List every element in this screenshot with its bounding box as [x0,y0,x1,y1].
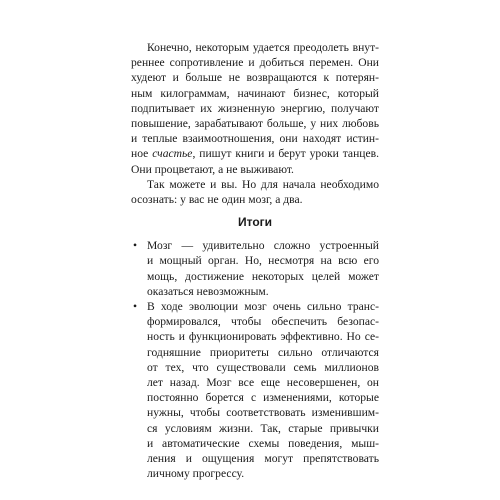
section-heading-wrap [131,211,379,233]
text-line: формировался, чтобы обеспечить безопас- [147,315,379,329]
text-line: В ходе эволюции мозг очень сильно транс- [147,300,379,314]
paragraph-intro [131,40,379,177]
text-line: нужны, чтобы соответствовать изменившим- [147,406,379,420]
text-line: ным килограммам, начинают бизнес, который [131,86,379,100]
text-line: ся условиям жизни. Так, старые привычки [147,421,379,435]
text-line: постоянно борется с изменениями, которые [147,391,379,405]
text-line: Они процветают, а не выживают. [131,162,294,176]
book-page [131,40,379,481]
text-line: Мозг — удивительно сложно устроенный [147,239,379,253]
text-line: лет назад. Мозг все еще несовершенен, он [147,376,379,390]
bullet-icon: • [133,300,138,314]
text-line: личному прогрессу. [147,467,245,481]
text-line: реннее сопротивление и добиться перемен. Они [131,56,379,70]
text-line: и мощный орган. Но, несмотря на всю его [147,254,379,268]
bullet-item [131,238,379,299]
bullet-item [131,299,379,481]
text-line: подпитывает их жизненную энергию, получают [131,101,379,115]
text-line: мощь, достижение некоторых целей может [147,269,379,283]
text-line [131,146,379,161]
paragraph-conclusion [131,177,379,207]
text-line: ность и функционировать эффективно. Но се- [147,330,379,344]
text-line: Так можете и вы. Но для начала необходимо [147,177,379,191]
text-line: оказаться невозможным. [147,284,269,298]
text-line: ления и ощущения могут препятствовать [147,452,379,466]
text-line: Конечно, некоторым удается преодолеть внут- [147,41,379,54]
text-fragment: , пишут книги и берут уроки танцев. [192,147,380,161]
bullet-icon: • [133,239,138,253]
text-line: годняшние приоритеты сильно отличаются [147,345,379,359]
text-line: худеют и больше не возвращаются к потерян- [131,71,379,85]
text-fragment: ное [131,147,153,161]
italic-word: счастье [152,147,193,161]
text-line: осознать: у вас не один мозг, а два. [131,193,303,207]
section-heading: Итоги [237,215,273,230]
text-line: и автоматические схемы поведения, мыш- [147,436,379,450]
text-line: и теплые взаимоотношения, они находят истин- [131,132,379,146]
text-line: от тех, что существовали семь миллионов [147,360,379,374]
text-line: повышение, зарабатывают больше, у них любовь [131,117,379,131]
